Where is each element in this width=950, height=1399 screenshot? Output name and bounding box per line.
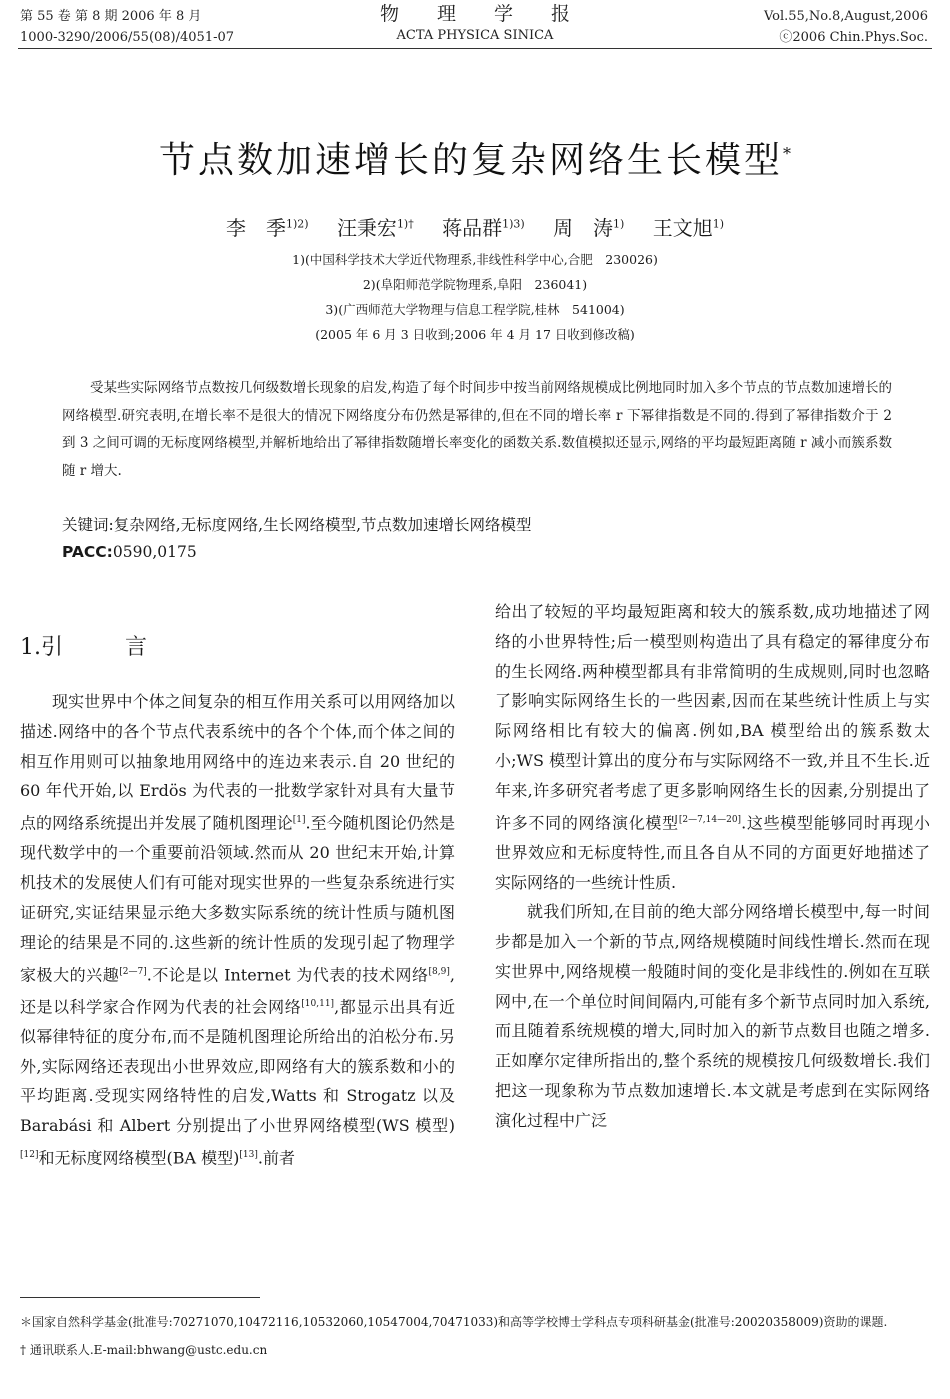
keywords-block xyxy=(62,512,532,566)
affiliation-3: 3)(广西师范大学物理与信息工程学院,桂林 541004) xyxy=(325,302,625,317)
paper-title xyxy=(0,132,950,183)
citation[interactable]: [8,9] xyxy=(428,966,450,977)
journal-volume-en xyxy=(764,6,928,48)
body-column-right xyxy=(495,597,930,1136)
author: 周 涛$^{1)}$ xyxy=(553,216,625,240)
pacc-label: PACC: xyxy=(62,543,113,561)
citation[interactable]: [10,11] xyxy=(301,998,335,1009)
journal-name xyxy=(325,4,625,46)
author: 王文旭$^{1)}$ xyxy=(652,216,724,240)
issn-line: 1000-3290/2006/55(08)/4051-07 xyxy=(20,30,235,45)
citation[interactable]: [13] xyxy=(239,1149,258,1160)
received-date: (2005 年 6 月 3 日收到;2006 年 4 月 17 日收到修改稿) xyxy=(315,327,635,342)
citation[interactable]: [2—7,14—20] xyxy=(678,814,742,825)
author: 蒋品群$^{1)3)}$ xyxy=(442,216,525,240)
paragraph: 就我们所知,在目前的绝大部分网络增长模型中,每一时间步都是加入一个新的节点,网络规模随时间线性增长.然而在现实世界中,网络规模一般随时间的变化是非线性的.例如在互联网中,在一个单位时间间隔内,可能有多个新节点同时加入系统,而且随着系统规模的增大,同时加入的新节点数目也随之增多.正如摩尔定律所指出的,整个系统的规模按几何级数增长.我们把这一现象称为节点数加速增长.本文就是考虑到在实际网络演化过程中广泛 xyxy=(495,902,930,1130)
body-column-left xyxy=(20,687,455,1173)
journal-name-en: ACTA PHYSICA SINICA xyxy=(396,28,554,43)
pacc-line xyxy=(62,539,532,566)
affiliation-2: 2)(阜阳师范学院物理系,阜阳 236041) xyxy=(362,277,588,292)
author: 李 季$^{1)2)}$ xyxy=(225,216,309,240)
title-footnote-mark: * xyxy=(783,144,791,163)
pacc-text: 0590,0175 xyxy=(112,543,197,561)
journal-issue-info xyxy=(20,6,234,48)
citation[interactable]: [2—7] xyxy=(119,966,147,977)
copyright-line: ⓒ2006 Chin.Phys.Soc. xyxy=(779,30,928,45)
footnote-rule xyxy=(20,1297,260,1298)
volume-line: 第 55 卷 第 8 期 2006 年 8 月 xyxy=(20,9,202,24)
affiliation-1: 1)(中国科学技术大学近代物理系,非线性科学中心,合肥 230026) xyxy=(292,252,658,267)
author-list xyxy=(0,212,950,241)
paragraph: 给出了较短的平均最短距离和较大的簇系数,成功地描述了网络的小世界特性;后一模型则构造出了具有稳定的幂律度分布的生长网络.两种模型都具有非常简明的生成规则,同时也忽略了影响实际网络生长的一些因素,因而在某些统计性质上与实际网络相比有较大的偏离.例如,BA 模型给出的簇系数太小;WS 模型计算出的度分布与实际网络不一致,并且不生长.近年来,许多研究者考虑了更多影响网络生长的因素,分别提出了许多不同的网络演化模型[2—7,14—20].这些模型能够同时再现小世界效应和无标度特性,而且各自从不同的方面更好地描述了实际网络的一些统计性质. xyxy=(495,602,930,892)
section-title: 言 xyxy=(125,635,148,660)
keywords-label: 关键词: xyxy=(62,516,114,534)
journal-name-cn: 物 理 学 报 xyxy=(379,3,587,25)
keywords-text: 复杂网络,无标度网络,生长网络模型,节点数加速增长网络模型 xyxy=(113,516,532,534)
abstract xyxy=(62,375,892,485)
abstract-text: 受某些实际网络节点数按几何级数增长现象的启发,构造了每个时间步中按当前网络规模成比例地同时加入多个节点的节点数加速增长的网络模型.研究表明,在增长率不是很大的情况下网络度分布仍然是幂律的,但在不同的增长率 r 下幂律指数是不同的.得到了幂律指数介于 2 到 3 之间可调的无标度网络模型,并解析地给出了幂律指数随增长率变化的函数关系.数值模拟还显示,网络的平均最短距离随 r 减小而簇系数随 r 增大. xyxy=(62,380,892,479)
section-heading xyxy=(20,630,147,661)
footnotes xyxy=(20,1311,930,1361)
keywords-line xyxy=(62,512,532,539)
volume-line-en: Vol.55,No.8,August,2006 xyxy=(763,9,928,24)
citation[interactable]: [1] xyxy=(292,815,306,826)
section-number: 1.引 xyxy=(20,635,63,660)
author: 汪秉宏$^{1)\dagger}$ xyxy=(336,216,414,240)
funding-footnote: ＊国家自然科学基金(批准号:70271070,10472116,10532060,10547004,70471033)和高等学校博士学科点专项科研基金(批准号:20020358009)资助的课题. xyxy=(20,1315,888,1329)
header-rule xyxy=(18,48,932,49)
corresponding-author-footnote: † 通讯联系人.E-mail:bhwang@ustc.edu.cn xyxy=(20,1343,268,1357)
citation[interactable]: [12] xyxy=(20,1149,39,1160)
paragraph: 现实世界中个体之间复杂的相互作用关系可以用网络加以描述.网络中的各个节点代表系统中的各个个体,而个体之间的相互作用则可以抽象地用网络中的连边来表示.自 20 世纪的 60 年代开始,以 Erdös 为代表的一批数学家针对具有大量节点的网络系统提出并发展了随机图理论[1].至今随机图论仍然是现代数学中的一个重要前沿领域.然而从 20 世纪末开始,计算机技术的发展使人们有可能对现实世界的一些复杂系统进行实证研究,实证结果显示绝大多数实际系统的统计性质与随机图理论的结果是不同的.这些新的统计性质的发现引起了物理学家极大的兴趣[2—7].不论是以 Internet 为代表的技术网络[8,9],还是以科学家合作网为代表的社会网络[10,11],都显示出具有近似幂律特征的度分布,而不是随机图理论所给出的泊松分布.另外,实际网络还表现出小世界效应,即网络有大的簇系数和小的平均距离.受现实网络特性的启发,Watts 和 Strogatz 以及 Barabási 和 Albert 分别提出了小世界网络模型(WS 模型)[12]和无标度网络模型(BA 模型)[13].前者 xyxy=(20,692,455,1168)
paper-title-text: 节点数加速增长的复杂网络生长模型 xyxy=(158,140,783,181)
